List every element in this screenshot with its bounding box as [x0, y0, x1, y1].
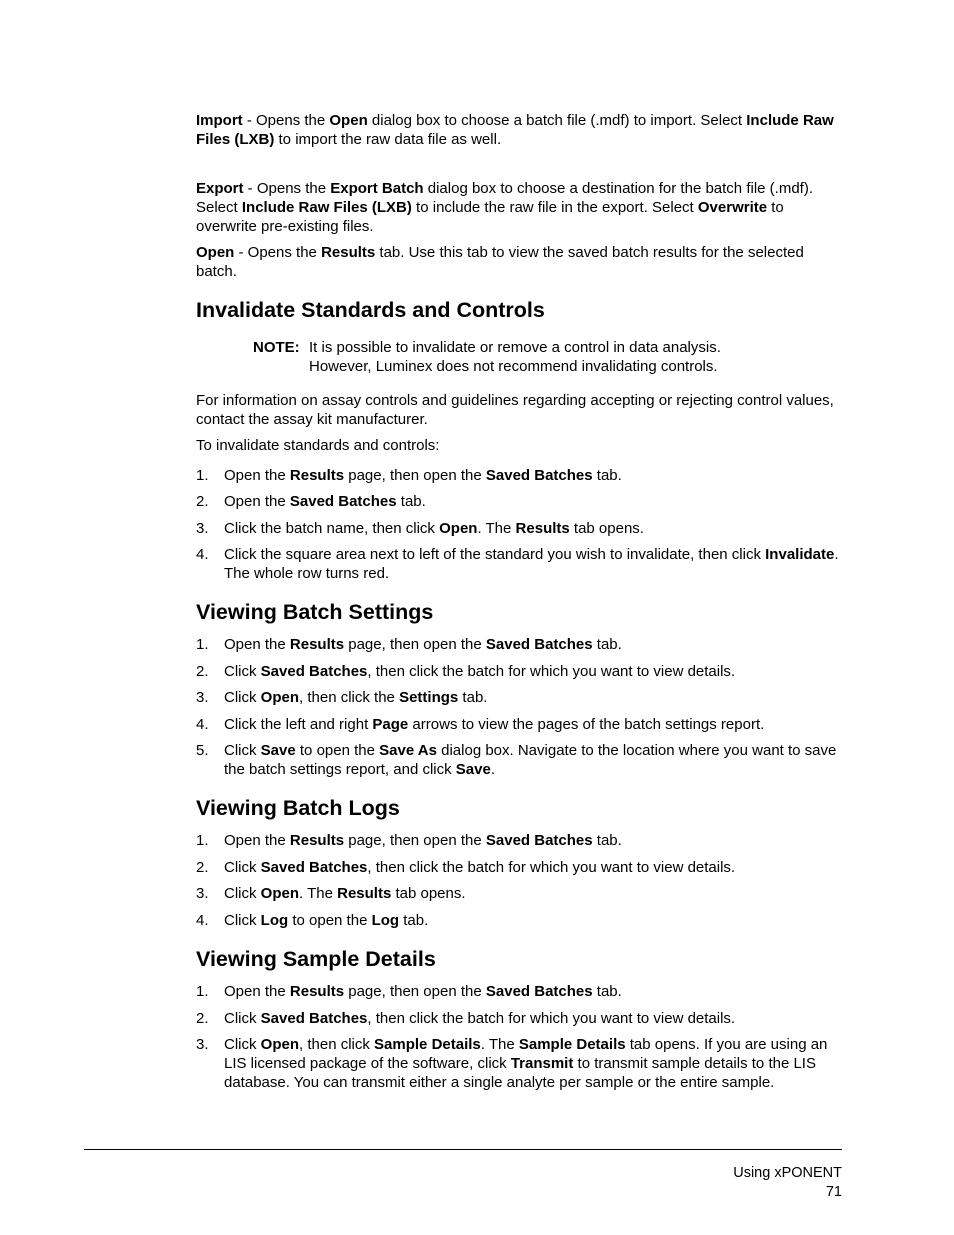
- text-run: Open the: [224, 636, 290, 653]
- note-line-1: It is possible to invalidate or remove a control in data analysis.: [309, 339, 721, 356]
- section-heading-invalidate: Invalidate Standards and Controls: [196, 298, 545, 322]
- text-run: tab.: [592, 467, 622, 484]
- text-run: . The whole row turns red.: [224, 546, 839, 582]
- bold-term: Results: [289, 832, 345, 849]
- text-run: to import the raw data file as well.: [274, 131, 502, 148]
- list-item-number: 1.: [196, 983, 209, 1000]
- list-item-number: 3.: [196, 520, 209, 537]
- bold-term: Include Raw Files (LXB): [196, 112, 834, 148]
- bold-term: Save As: [379, 742, 437, 759]
- text-run: Click: [224, 912, 261, 929]
- text-run: - Opens the: [243, 180, 331, 197]
- list-item-text: [224, 741, 846, 779]
- bold-term: Results: [289, 636, 345, 653]
- info-paragraph: [196, 391, 846, 429]
- text-run: - Opens the: [242, 112, 330, 129]
- list-item-number: 4.: [196, 716, 209, 733]
- bold-term: Results: [289, 467, 345, 484]
- list-item-text: [224, 519, 846, 538]
- text-run: dialog box to choose a destination for the batch file (.mdf). Select: [196, 180, 813, 216]
- text-run: arrows to view the pages of the batch settings report.: [408, 716, 765, 733]
- text-run: , then click: [299, 1036, 375, 1053]
- list-item-number: 3.: [196, 885, 209, 902]
- list-item-text: [224, 635, 846, 654]
- text-run: Click: [224, 742, 261, 759]
- bold-term: Sample Details: [374, 1036, 481, 1053]
- text-run: Open the: [224, 983, 290, 1000]
- text-run: - Opens the: [234, 244, 322, 261]
- text-run: to open the: [295, 742, 380, 759]
- bold-term: Saved Batches: [485, 832, 593, 849]
- list-item-text: [224, 545, 846, 583]
- import-paragraph: [196, 111, 846, 149]
- list-item-text: [224, 466, 846, 485]
- list-item-number: 1.: [196, 832, 209, 849]
- bold-term: Saved Batches: [289, 493, 397, 510]
- text-run: tab opens. If you are using an LIS licensed package of the software, click: [224, 1036, 828, 1072]
- bold-term: Export Batch: [330, 180, 424, 197]
- text-run: Click the left and right: [224, 716, 373, 733]
- bold-term: Overwrite: [697, 199, 768, 216]
- bold-term: Transmit: [510, 1055, 574, 1072]
- text-run: page, then open the: [344, 983, 486, 1000]
- text-run: Click: [224, 1036, 261, 1053]
- list-item-number: 2.: [196, 859, 209, 876]
- text-run: tab opens.: [391, 885, 466, 902]
- bold-term: Saved Batches: [485, 983, 593, 1000]
- text-run: , then click the batch for which you want to view details.: [367, 1010, 736, 1027]
- text-run: Click: [224, 859, 261, 876]
- text-run: dialog box. Navigate to the location where you want to save the batch settings report, and click: [224, 742, 837, 778]
- list-item-text: [224, 688, 846, 707]
- list-item-number: 3.: [196, 1036, 209, 1053]
- to-invalidate-paragraph: [196, 436, 846, 455]
- bold-term: Save: [455, 761, 491, 778]
- text-run: page, then open the: [344, 467, 486, 484]
- bold-term: Open: [260, 689, 300, 706]
- text-run: .: [490, 761, 496, 778]
- text-run: Click: [224, 663, 261, 680]
- list-item-number: 1.: [196, 636, 209, 653]
- text-run: tab opens.: [569, 520, 644, 537]
- list-item-text: [224, 715, 846, 734]
- text-run: Click: [224, 1010, 261, 1027]
- bold-term: Open: [329, 112, 368, 129]
- text-run: tab.: [592, 983, 622, 1000]
- bold-term: Open: [260, 885, 300, 902]
- bold-term: Log: [371, 912, 400, 929]
- text-run: page, then open the: [344, 832, 486, 849]
- text-run: tab.: [458, 689, 488, 706]
- bold-term: Saved Batches: [485, 636, 593, 653]
- text-run: , then click the batch for which you want to view details.: [367, 859, 736, 876]
- note-line-2: However, Luminex does not recommend invalidating controls.: [309, 358, 718, 375]
- text-run: , then click the: [299, 689, 400, 706]
- bold-term: Results: [289, 983, 345, 1000]
- bold-term: Export: [196, 180, 244, 197]
- footer-rule: [84, 1149, 842, 1150]
- bold-term: Settings: [399, 689, 459, 706]
- footer-title: Using xPONENT: [733, 1165, 842, 1181]
- bold-term: Saved Batches: [260, 1010, 368, 1027]
- text-run: tab. Use this tab to view the saved batch results for the selected batch.: [196, 244, 804, 280]
- bold-term: Page: [372, 716, 409, 733]
- bold-term: Results: [515, 520, 570, 537]
- list-item-text: [224, 911, 846, 930]
- text-run: tab.: [592, 832, 622, 849]
- text-run: . The: [480, 1036, 519, 1053]
- text-run: For information on assay controls and guidelines regarding accepting or rejecting control values, contact the assay kit manufacturer.: [196, 392, 834, 428]
- text-run: . The: [299, 885, 338, 902]
- text-run: Click: [224, 689, 261, 706]
- export-paragraph: [196, 179, 846, 236]
- note-block: [253, 338, 813, 378]
- list-item-text: [224, 858, 846, 877]
- text-run: page, then open the: [344, 636, 486, 653]
- bold-term: Open: [260, 1036, 300, 1053]
- list-item-number: 2.: [196, 663, 209, 680]
- list-item-text: [224, 831, 846, 850]
- text-run: Click the batch name, then click: [224, 520, 440, 537]
- bold-term: Results: [337, 885, 392, 902]
- list-item-text: [224, 1009, 846, 1028]
- list-item-text: [224, 492, 846, 511]
- list-item-number: 3.: [196, 689, 209, 706]
- bold-term: Sample Details: [518, 1036, 626, 1053]
- list-item-number: 2.: [196, 1010, 209, 1027]
- text-run: . The: [477, 520, 516, 537]
- text-run: Open the: [224, 832, 290, 849]
- text-run: To invalidate standards and controls:: [196, 437, 440, 454]
- list-item-text: [224, 662, 846, 681]
- bold-term: Open: [196, 244, 235, 261]
- list-item-number: 1.: [196, 467, 209, 484]
- page-number: 71: [825, 1184, 842, 1200]
- section-heading-sample-details: Viewing Sample Details: [196, 947, 436, 971]
- section-heading-batch-logs: Viewing Batch Logs: [196, 796, 400, 820]
- text-run: Click the square area next to left of the standard you wish to invalidate, then click: [224, 546, 766, 563]
- bold-term: Include Raw Files (LXB): [241, 199, 412, 216]
- text-run: Open the: [224, 493, 290, 510]
- bold-term: Import: [196, 112, 243, 129]
- note-label: NOTE:: [253, 339, 300, 356]
- text-run: to open the: [288, 912, 372, 929]
- section-heading-batch-settings: Viewing Batch Settings: [196, 600, 434, 624]
- bold-term: Open: [439, 520, 478, 537]
- bold-term: Invalidate: [765, 546, 835, 563]
- text-run: Click: [224, 885, 261, 902]
- bold-term: Results: [321, 244, 376, 261]
- bold-term: Save: [260, 742, 296, 759]
- list-item-number: 2.: [196, 493, 209, 510]
- text-run: dialog box to choose a batch file (.mdf) to import. Select: [367, 112, 747, 129]
- list-item-text: [224, 884, 846, 903]
- list-item-number: 4.: [196, 546, 209, 563]
- list-item-number: 5.: [196, 742, 209, 759]
- text-run: tab.: [396, 493, 426, 510]
- text-run: to include the raw file in the export. Select: [411, 199, 698, 216]
- list-item-number: 4.: [196, 912, 209, 929]
- list-item-text: [224, 1035, 846, 1092]
- open-paragraph: [196, 243, 846, 281]
- text-run: Open the: [224, 467, 290, 484]
- list-item-text: [224, 982, 846, 1001]
- bold-term: Log: [260, 912, 289, 929]
- bold-term: Saved Batches: [260, 859, 368, 876]
- bold-term: Saved Batches: [260, 663, 368, 680]
- text-run: tab.: [399, 912, 429, 929]
- text-run: to transmit sample details to the LIS database. You can transmit either a single analyte per sample or the entire sample.: [224, 1055, 816, 1091]
- text-run: , then click the batch for which you want to view details.: [367, 663, 736, 680]
- bold-term: Saved Batches: [485, 467, 593, 484]
- text-run: tab.: [592, 636, 622, 653]
- text-run: to overwrite pre-existing files.: [196, 199, 784, 235]
